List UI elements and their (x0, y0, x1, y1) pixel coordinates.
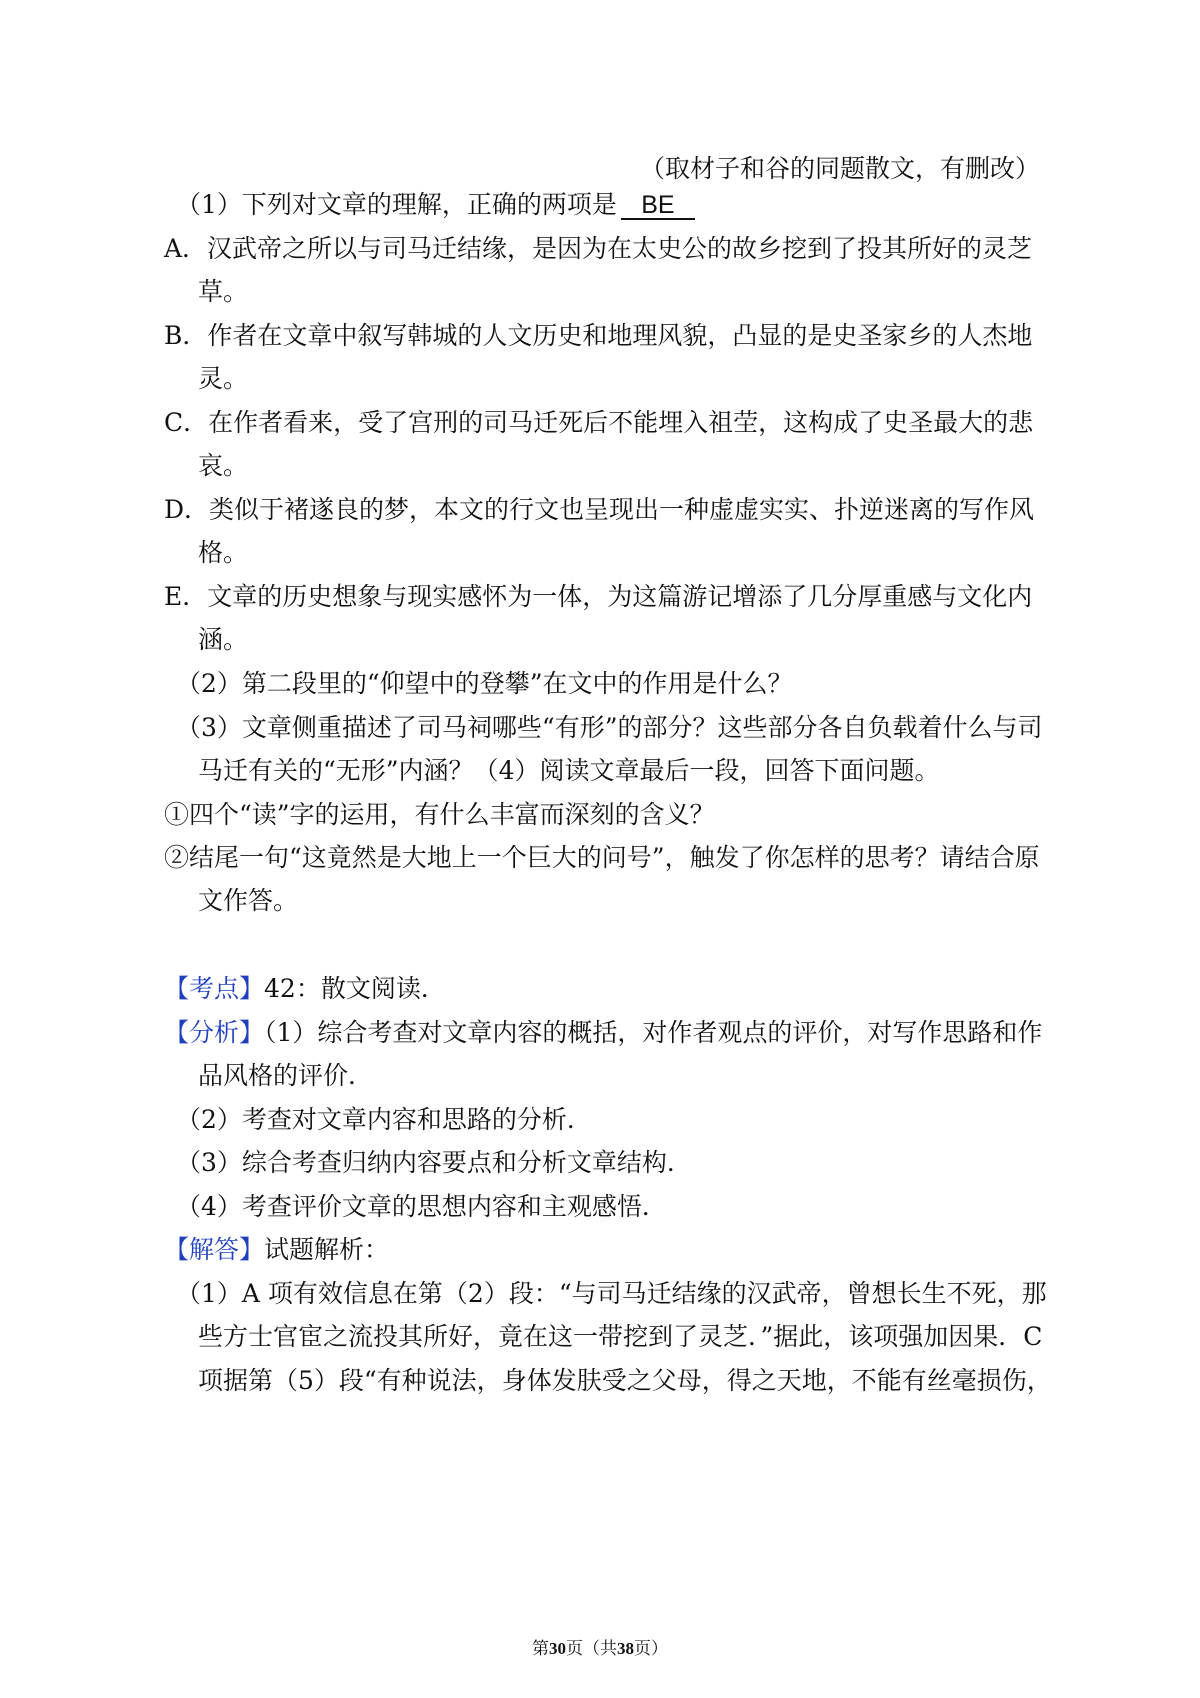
fenxi-point-4: （4）考查评价文章的思想内容和主观感悟． (176, 1192, 667, 1221)
fenxi-line2: 品风格的评价． (198, 1061, 374, 1090)
answer-1-line1: （1）A 项有效信息在第（2）段：“与司马迁结缘的汉武帝，曾想长生不死，那 (176, 1279, 1047, 1308)
page-footer (0, 1637, 1200, 1661)
footer-total-pages: 38 (617, 1639, 634, 1658)
kaodian-text: 42：散文阅读． (264, 974, 446, 1003)
option-d-line2: 格。 (198, 538, 249, 567)
answer-1-line2: 些方士官宦之流投其所好，竟在这一带挖到了灵芝．”据此，该项强加因果．C (198, 1322, 1043, 1351)
footer-pre: 第 (532, 1639, 549, 1659)
option-a-line2: 草。 (198, 277, 249, 306)
option-a-line1: A．汉武帝之所以与司马迁结缘，是因为在太史公的故乡挖到了投其所好的灵芝 (164, 234, 1033, 263)
fenxi-point-2: （2）考查对文章内容和思路的分析． (176, 1105, 592, 1134)
question-4-2-line2: 文作答。 (198, 886, 299, 915)
option-e-line1: E．文章的历史想象与现实感怀为一体，为这篇游记增添了几分厚重感与文化内 (164, 582, 1033, 611)
source-note: （取材子和谷的同题散文，有删改） (640, 154, 1041, 183)
question-4-1: ①四个“读”字的运用，有什么丰富而深刻的含义？ (164, 800, 715, 829)
question-3-line2: 马迁有关的“无形”内涵？（4）阅读文章最后一段，回答下面问题。 (198, 756, 940, 785)
question-4-2-line1: ②结尾一句“这竟然是大地上一个巨大的问号”，触发了你怎样的思考？请结合原 (164, 843, 1040, 872)
question-2: （2）第二段里的“仰望中的登攀”在文中的作用是什么？ (176, 669, 793, 698)
kaodian-tag: 【考点】 (164, 974, 265, 1003)
fenxi-point-3: （3）综合考查归纳内容要点和分析文章结构． (176, 1148, 692, 1177)
fenxi-tag: 【分析】 (164, 1018, 265, 1047)
jieda-text: 试题解析： (264, 1235, 390, 1264)
option-c-line1: C．在作者看来，受了宫刑的司马迁死后不能埋入祖茔，这构成了史圣最大的悲 (164, 408, 1034, 437)
question-3-line1: （3）文章侧重描述了司马祠哪些“有形”的部分？这些部分各自负载着什么与司 (176, 713, 1043, 742)
footer-page-number: 30 (549, 1639, 566, 1658)
question-1-answer: BE (621, 192, 695, 220)
fenxi-line1: （1）综合考查对文章内容的概括，对作者观点的评价，对写作思路和作 (264, 1018, 1043, 1047)
question-1 (176, 188, 695, 222)
option-d-line1: D．类似于褚遂良的梦，本文的行文也呈现出一种虚虚实实、扑逆迷离的写作风 (164, 495, 1035, 524)
option-b-line2: 灵。 (198, 364, 249, 393)
option-e-line2: 涵。 (198, 625, 249, 654)
option-b-line1: B．作者在文章中叙写韩城的人文历史和地理风貌，凸显的是史圣家乡的人杰地 (164, 321, 1033, 350)
footer-post: 页） (634, 1639, 668, 1659)
footer-mid: 页（共 (566, 1639, 617, 1659)
kaodian (164, 972, 446, 1006)
jieda-tag: 【解答】 (164, 1235, 265, 1264)
jieda (164, 1233, 389, 1267)
option-c-line2: 哀。 (198, 451, 249, 480)
question-1-text: （1）下列对文章的理解，正确的两项是 (176, 190, 617, 219)
answer-1-line3: 项据第（5）段“有种说法，身体发肤受之父母，得之天地，不能有丝毫损伤， (198, 1366, 1052, 1395)
fenxi (164, 1016, 1042, 1050)
